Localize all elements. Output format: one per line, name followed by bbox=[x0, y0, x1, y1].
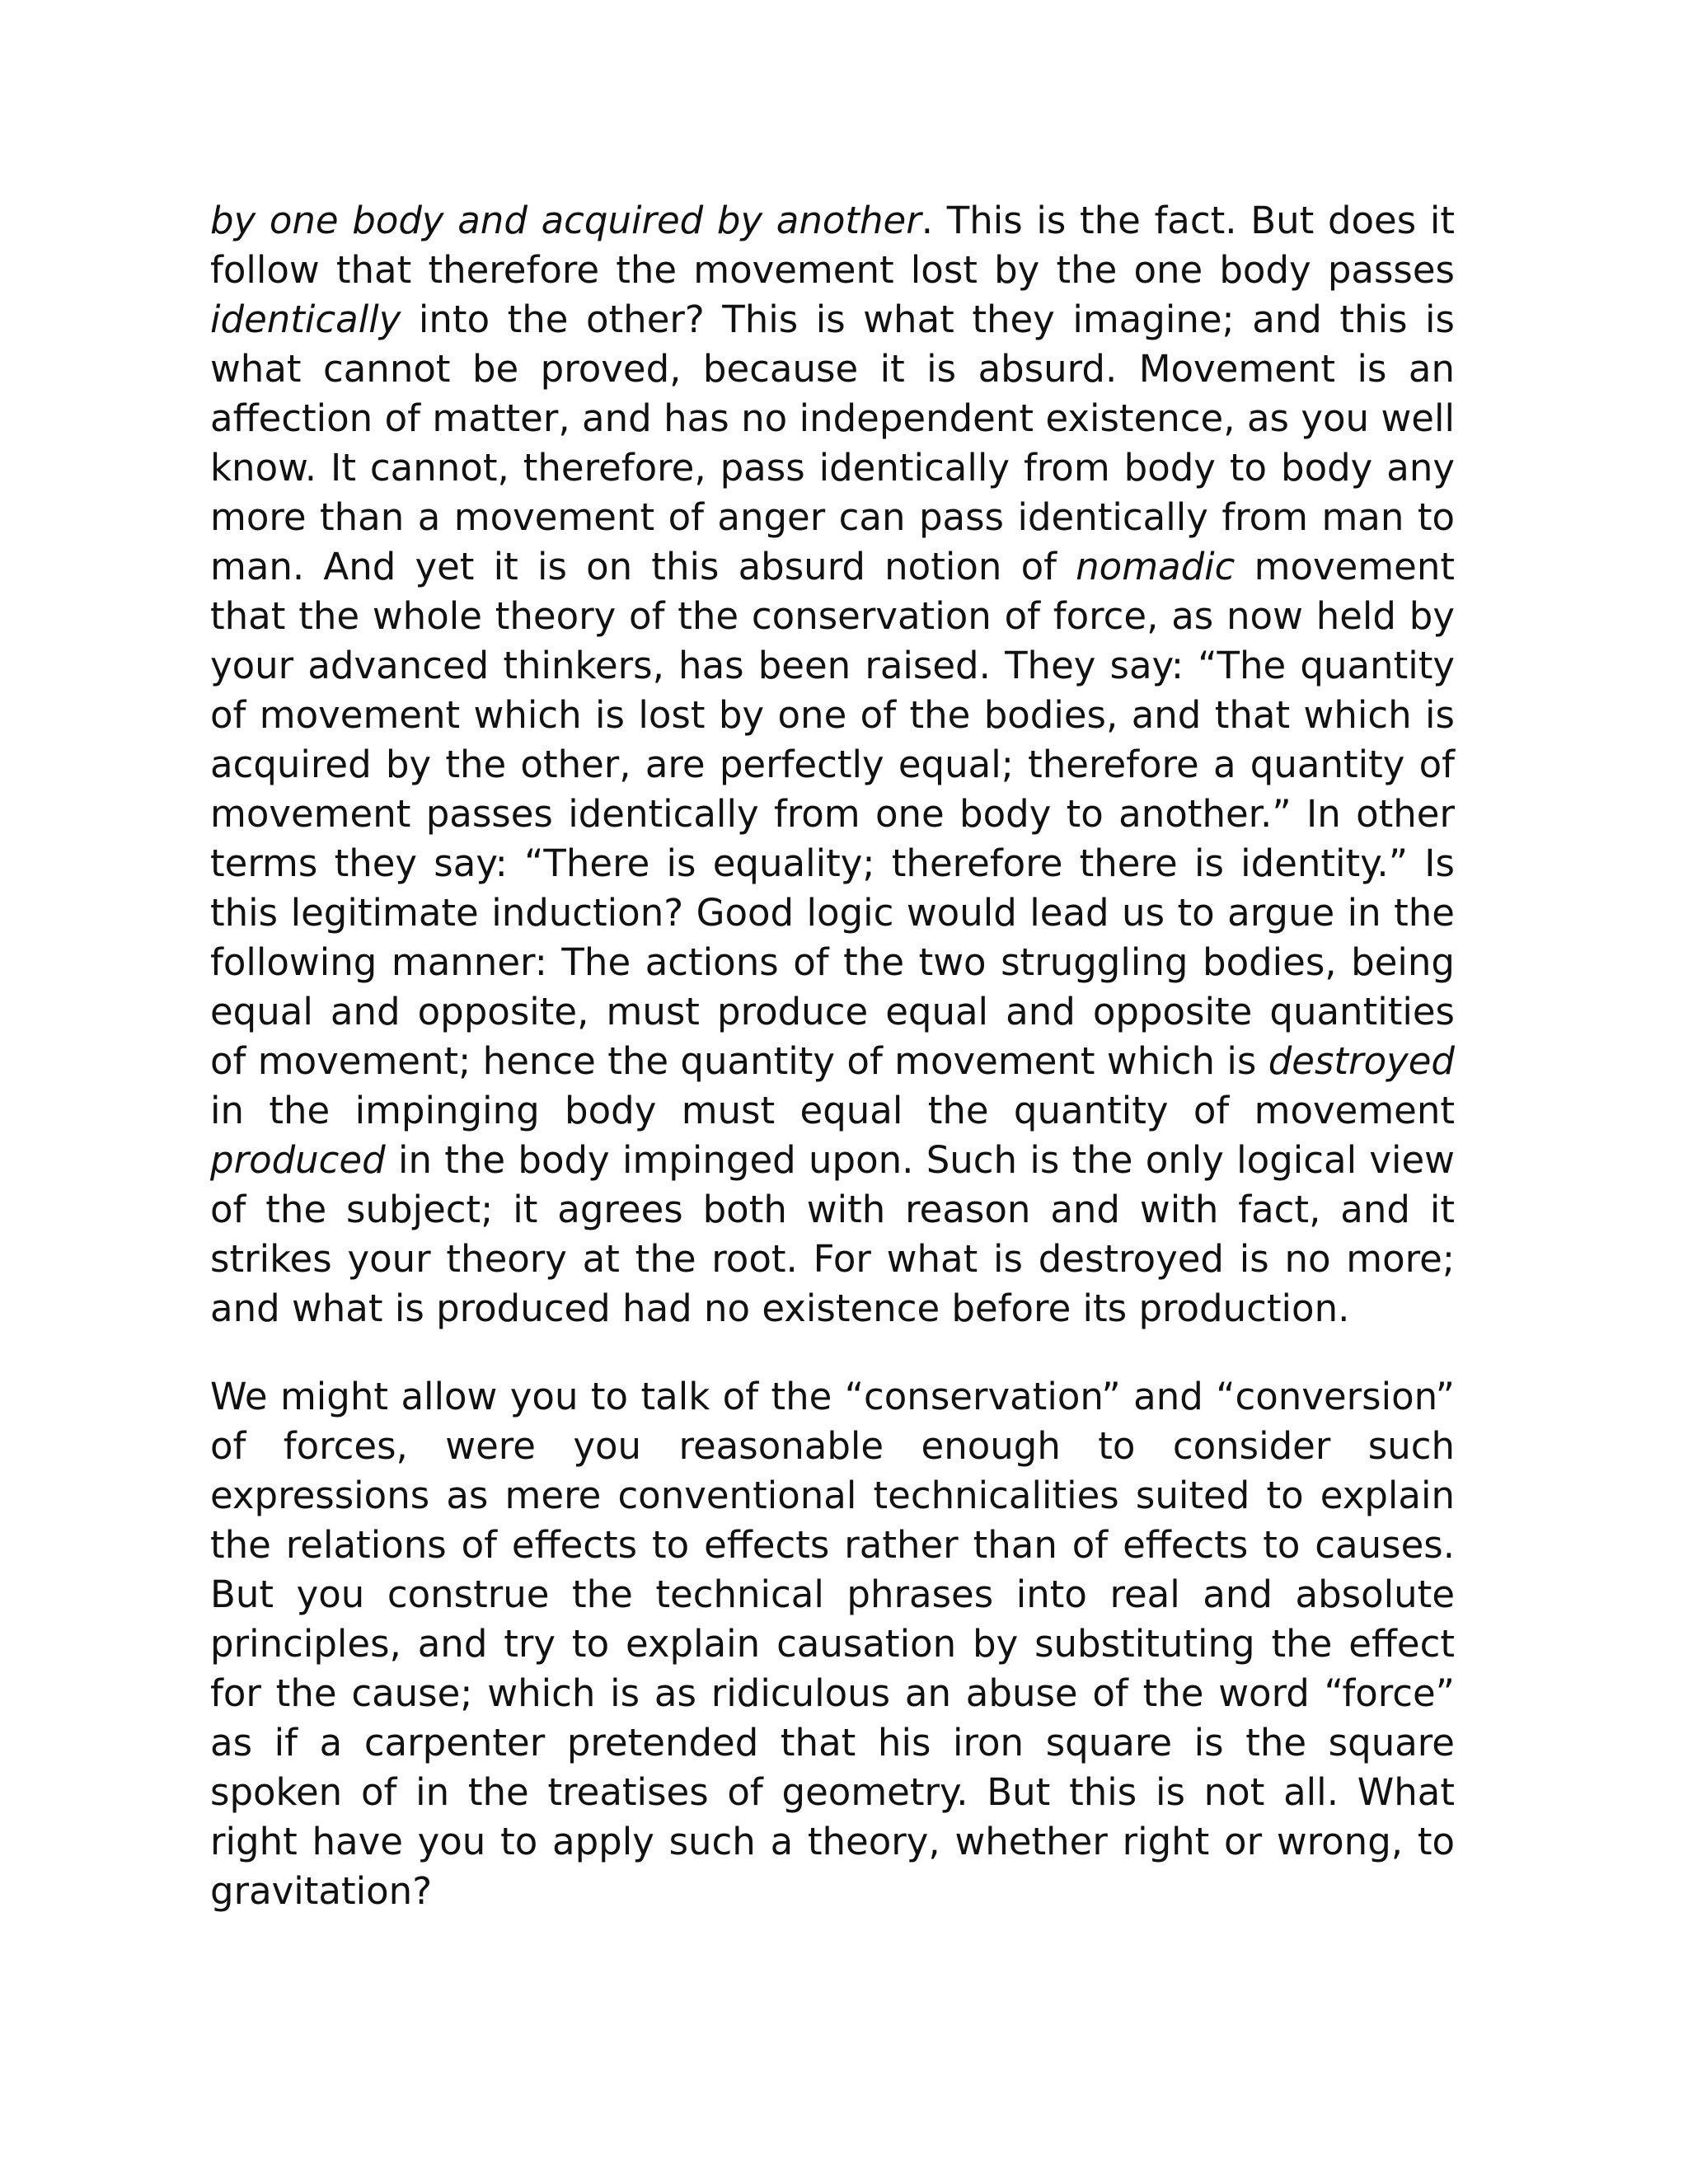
italic-phrase: by one body and acquired by another bbox=[210, 199, 921, 242]
body-text bbox=[210, 196, 1455, 1916]
text-run: in the impinging body must equal the quantity of movement bbox=[210, 1089, 1455, 1132]
text-run: . This is the fact. But does it follow that therefore the movement lost by the one body passes bbox=[210, 199, 1455, 292]
paragraph-1 bbox=[210, 196, 1455, 1333]
italic-word: identically bbox=[210, 298, 401, 341]
italic-word: produced bbox=[210, 1138, 386, 1182]
paragraph-2 bbox=[210, 1372, 1455, 1916]
text-run: in the body impinged upon. Such is the only logical view of the subject; it agrees both with reason and with fact, and it strikes your theory at the root. For what is destroyed is no more; and what is produced had no existence before its production. bbox=[210, 1138, 1455, 1330]
italic-word: destroyed bbox=[1268, 1039, 1455, 1083]
italic-word: nomadic bbox=[1076, 545, 1236, 588]
text-run: movement that the whole theory of the conservation of force, as now held by your advanced thinkers, has been raised. They say: “The quantity of movement which is lost by one of the bodies, and that which is acquired by the other, are perfectly equal; therefore a quantity of movement passes identically from one body to another.” In other terms they say: “There is equality; therefore there is identity.” Is this legitimate induction? Good logic would lead us to argue in the following manner: The actions of the two struggling bodies, being equal and opposite, must produce equal and opposite quantities of movement; hence the quantity of movement which is bbox=[210, 545, 1455, 1083]
text-run: into the other? This is what they imagine; and this is what cannot be proved, because it is absurd. Movement is an affection of matter, and has no independent existence, as you well know. It cannot, therefore, pass identically from body to body any more than a movement of anger can pass identically from man to man. And yet it is on this absurd notion of bbox=[210, 298, 1455, 588]
text-run: We might allow you to talk of the “conservation” and “conversion” of forces, were you reasonable enough to consider such expressions as mere conventional technicalities suited to explain the relations of effects to effects rather than of effects to causes. But you construe the technical phrases into real and absolute principles, and try to explain causation by substituting the effect for the cause; which is as ridiculous an abuse of the word “force” as if a carpenter pretended that his iron square is the square spoken of in the treatises of geometry. But this is not all. What right have you to apply such a theory, whether right or wrong, to gravitation? bbox=[210, 1375, 1455, 1913]
